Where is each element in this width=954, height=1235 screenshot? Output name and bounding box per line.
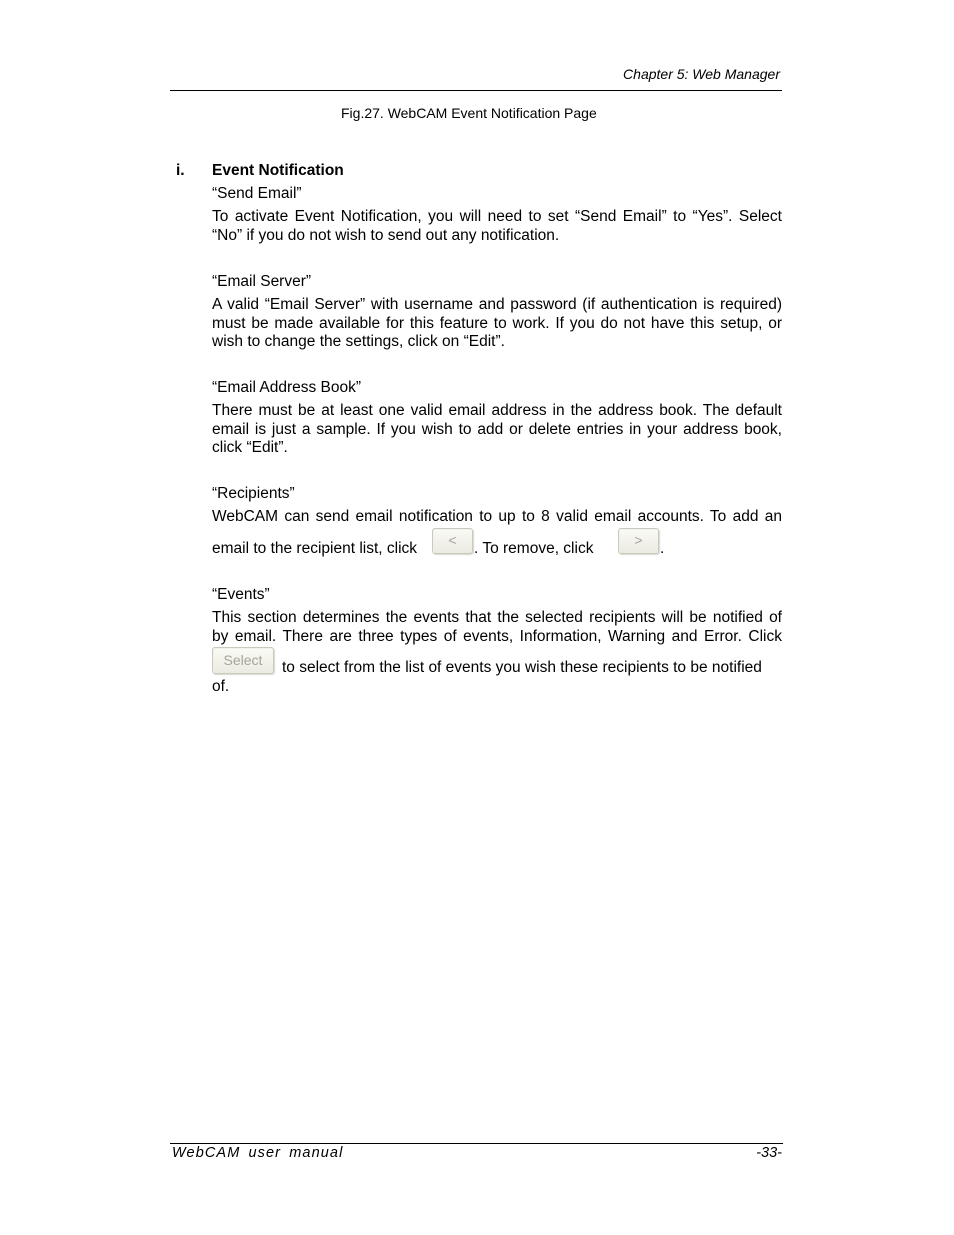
events-title: “Events” <box>212 586 270 603</box>
paragraph-line: WebCAM can send email notification to up to 8 valid email accounts. To add an <box>212 508 782 525</box>
figure-caption: Fig.27. WebCAM Event Notification Page <box>341 105 597 121</box>
paragraph-line: click “Edit”. <box>212 439 288 457</box>
recipients-line-end: . <box>660 540 665 557</box>
recipients-line-add: email to the recipient list, click <box>212 540 418 557</box>
paragraph-line: A valid “Email Server” with username and password (if authentication is required) <box>212 296 782 313</box>
footer-divider <box>170 1143 783 1144</box>
send-email-paragraph <box>212 208 782 245</box>
email-server-title: “Email Server” <box>212 273 312 290</box>
events-line-end: of. <box>212 678 230 695</box>
section-title: Event Notification <box>212 162 344 179</box>
address-book-paragraph <box>212 402 782 458</box>
section-marker: i. <box>176 162 185 179</box>
select-events-button[interactable]: Select <box>212 647 274 674</box>
page-number: -33- <box>756 1145 782 1161</box>
header-divider <box>170 90 782 91</box>
footer-manual-title: WebCAM user manual <box>172 1145 344 1161</box>
paragraph-line: must be made available for this feature to work. If you do not have this setup, or <box>212 314 782 332</box>
send-email-title: “Send Email” <box>212 185 302 202</box>
paragraph-line: There must be at least one valid email address in the address book. The default <box>212 402 782 419</box>
chapter-header: Chapter 5: Web Manager <box>623 66 780 82</box>
paragraph-line: To activate Event Notification, you will need to set “Send Email” to “Yes”. Select <box>212 208 782 225</box>
paragraph-line: by email. There are three types of events, Information, Warning and Error. Click <box>212 627 782 645</box>
add-recipient-button[interactable]: < <box>432 528 473 554</box>
address-book-title: “Email Address Book” <box>212 379 362 396</box>
paragraph-line: “No” if you do not wish to send out any notification. <box>212 226 560 244</box>
recipients-line-remove: . To remove, click <box>474 540 594 557</box>
remove-recipient-button[interactable]: > <box>618 528 659 554</box>
paragraph-line: email is just a sample. If you wish to add or delete entries in your address book, <box>212 420 782 438</box>
events-line-select: to select from the list of events you wish these recipients to be notified <box>282 659 762 676</box>
email-server-paragraph <box>212 296 782 352</box>
recipients-title: “Recipients” <box>212 485 295 502</box>
paragraph-line: This section determines the events that the selected recipients will be notified of <box>212 609 782 626</box>
recipients-paragraph <box>212 508 782 527</box>
paragraph-line: wish to change the settings, click on “Edit”. <box>212 333 505 351</box>
events-paragraph <box>212 609 782 646</box>
